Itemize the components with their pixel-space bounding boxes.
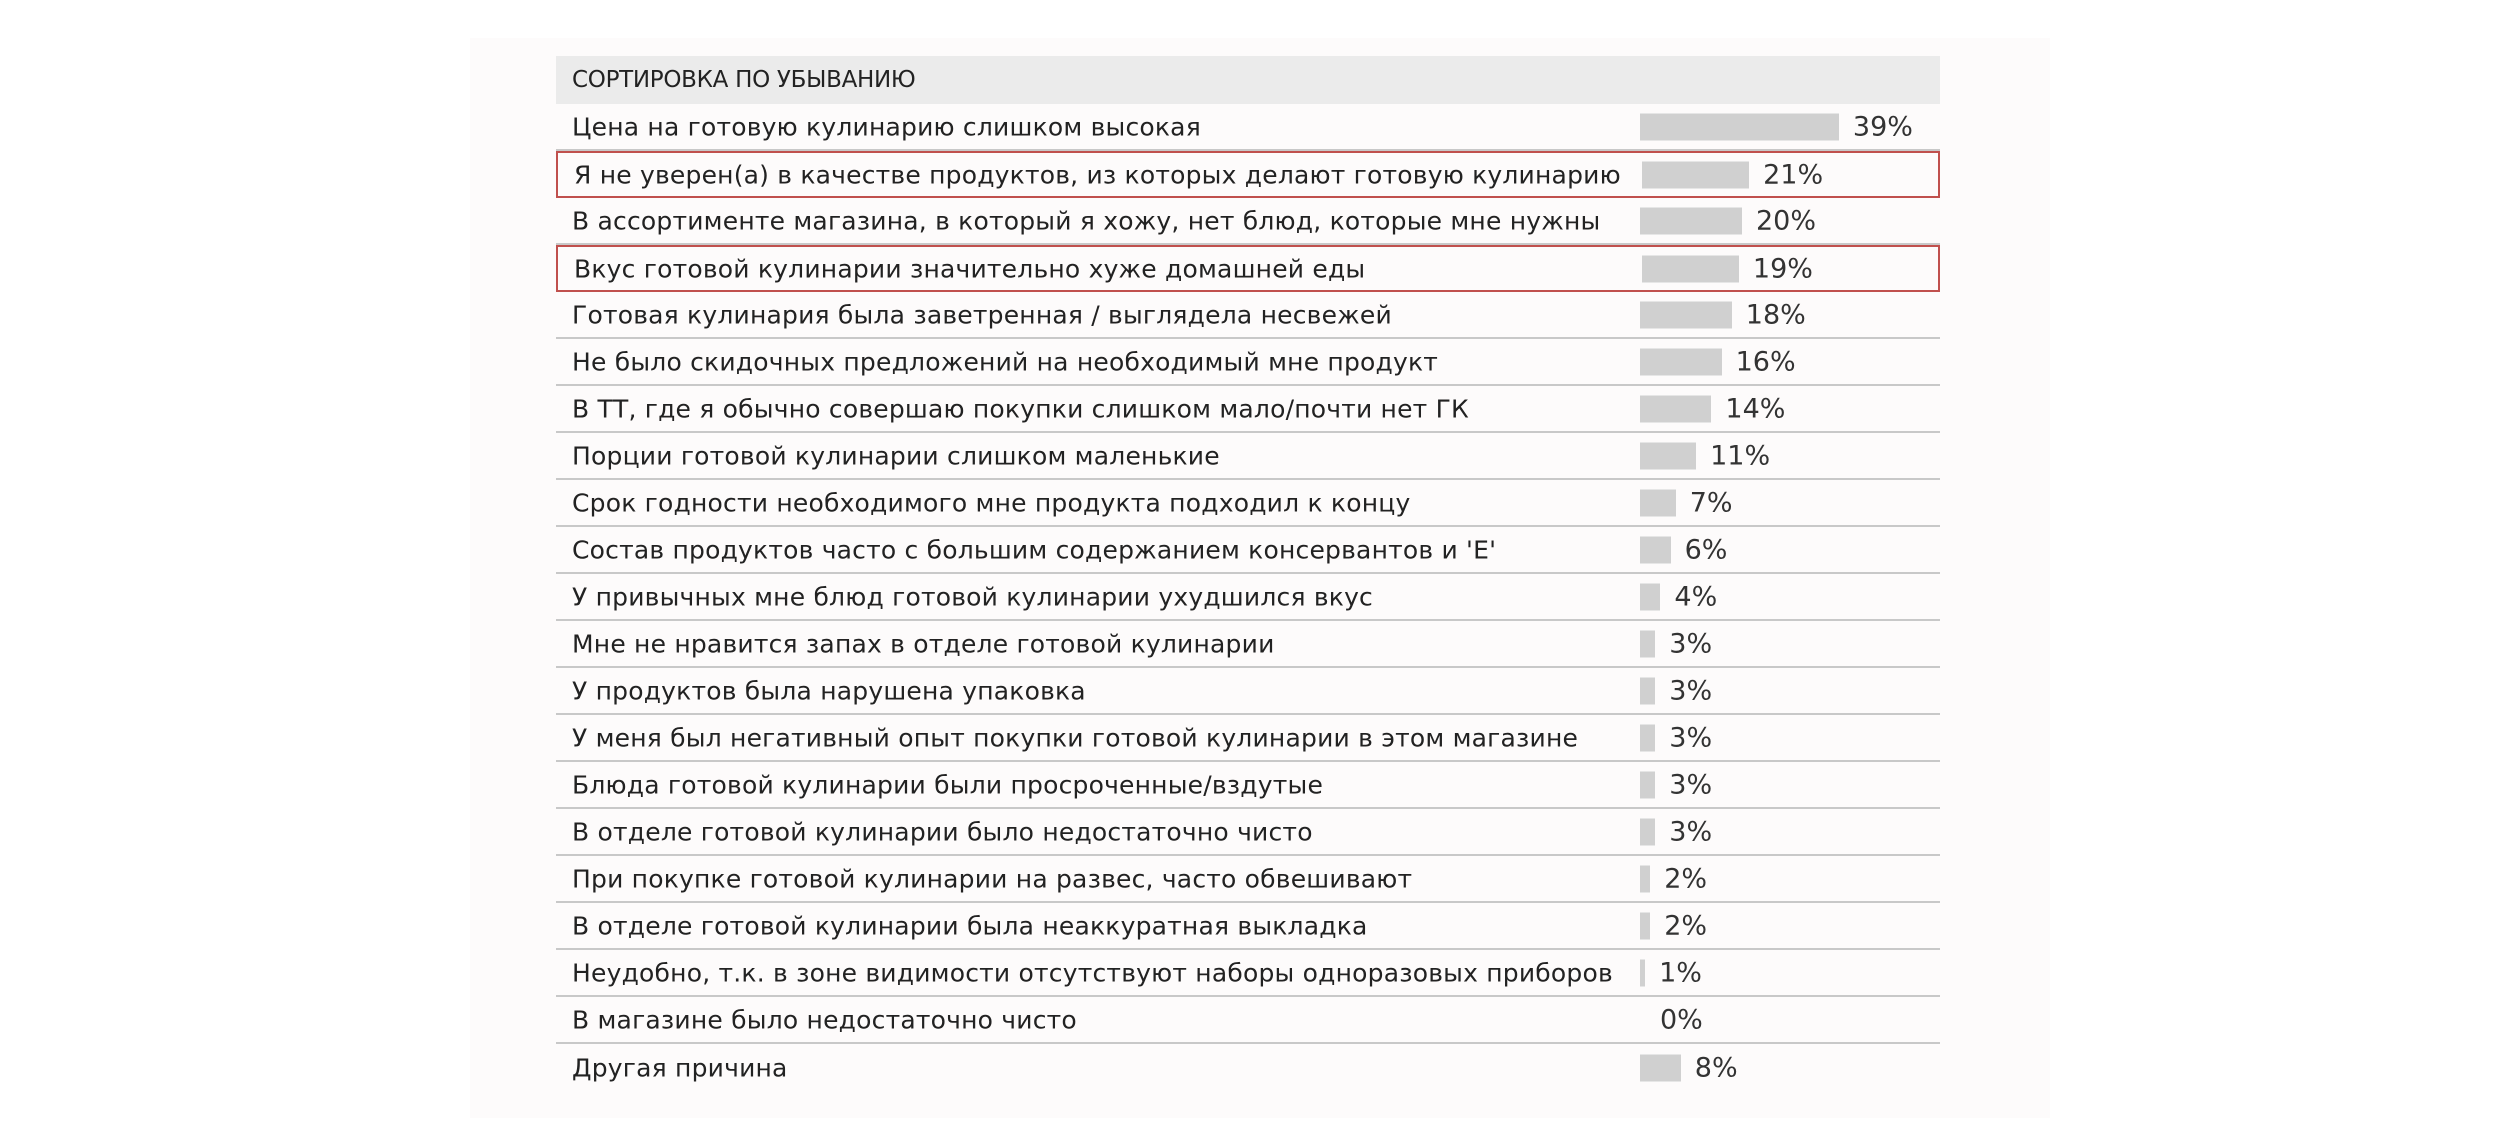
chart-rows <box>556 104 1940 1091</box>
chart-row <box>556 997 1940 1044</box>
bar <box>1640 724 1655 751</box>
category-label: Срок годности необходимого мне продукта подходил к концу <box>572 488 1411 517</box>
chart-row <box>556 104 1940 151</box>
chart-row <box>556 715 1940 762</box>
chart-row <box>556 856 1940 903</box>
chart-row <box>556 386 1940 433</box>
value-label: 0% <box>1660 1004 1703 1035</box>
sort-header <box>556 56 1940 104</box>
value-label: 8% <box>1694 1052 1738 1083</box>
bar <box>1640 677 1655 704</box>
chart-row <box>556 668 1940 715</box>
value-label: 20% <box>1756 205 1817 236</box>
value-label: 11% <box>1710 440 1771 471</box>
bar <box>1640 207 1742 234</box>
value-label: 14% <box>1725 393 1786 424</box>
category-label: Я не уверен(а) в качестве продуктов, из которых делают готовую кулинарию <box>574 160 1621 189</box>
bar <box>1640 113 1839 140</box>
bar <box>1642 161 1749 188</box>
value-label: 3% <box>1669 816 1713 847</box>
chart-row <box>556 950 1940 997</box>
category-label: В отделе готовой кулинарии была неаккуратная выкладка <box>572 911 1368 940</box>
chart-row <box>556 527 1940 574</box>
bar <box>1640 442 1696 469</box>
category-label: Вкус готовой кулинарии значительно хуже домашней еды <box>574 254 1366 283</box>
chart-row <box>556 245 1940 292</box>
category-label: В ассортименте магазина, в который я хожу, нет блюд, которые мне нужны <box>572 206 1601 235</box>
value-label: 3% <box>1669 628 1713 659</box>
category-label: В отделе готовой кулинарии было недостаточно чисто <box>572 817 1313 846</box>
bar <box>1640 865 1650 892</box>
value-label: 18% <box>1745 299 1806 330</box>
category-label: Другая причина <box>572 1053 788 1082</box>
bar <box>1640 489 1676 516</box>
category-label: Состав продуктов часто с большим содержанием консервантов и 'Е' <box>572 535 1497 564</box>
category-label: Неудобно, т.к. в зоне видимости отсутствуют наборы одноразовых приборов <box>572 958 1613 987</box>
value-label: 2% <box>1664 863 1708 894</box>
category-label: У продуктов была нарушена упаковка <box>572 676 1086 705</box>
bar <box>1640 818 1655 845</box>
value-label: 6% <box>1684 534 1728 565</box>
bar <box>1640 395 1711 422</box>
chart-row <box>556 809 1940 856</box>
chart-row <box>556 903 1940 950</box>
chart-row <box>556 574 1940 621</box>
bar <box>1640 912 1650 939</box>
chart-row <box>556 433 1940 480</box>
value-label: 39% <box>1852 111 1913 142</box>
chart-row <box>556 480 1940 527</box>
bar-chart <box>556 56 1940 1091</box>
bar <box>1640 536 1671 563</box>
value-label: 3% <box>1669 769 1713 800</box>
category-label: Не было скидочных предложений на необходимый мне продукт <box>572 347 1439 376</box>
category-label: Мне не нравится запах в отделе готовой кулинарии <box>572 629 1275 658</box>
category-label: В ТТ, где я обычно совершаю покупки слишком мало/почти нет ГК <box>572 394 1469 423</box>
bar <box>1640 301 1732 328</box>
value-label: 21% <box>1763 159 1824 190</box>
category-label: При покупке готовой кулинарии на развес, часто обвешивают <box>572 864 1413 893</box>
value-label: 4% <box>1674 581 1718 612</box>
sort-header-label: СОРТИРОВКА ПО УБЫВАНИЮ <box>572 67 916 93</box>
bar <box>1640 630 1655 657</box>
category-label: Цена на готовую кулинарию слишком высокая <box>572 112 1201 141</box>
chart-row <box>556 621 1940 668</box>
category-label: Готовая кулинария была заветренная / выглядела несвежей <box>572 300 1392 329</box>
value-label: 16% <box>1735 346 1796 377</box>
value-label: 19% <box>1752 253 1813 284</box>
category-label: В магазине было недостаточно чисто <box>572 1005 1077 1034</box>
chart-row <box>556 151 1940 198</box>
chart-row <box>556 292 1940 339</box>
bar <box>1640 1054 1681 1081</box>
value-label: 2% <box>1664 910 1708 941</box>
bar <box>1640 771 1655 798</box>
value-label: 7% <box>1689 487 1733 518</box>
bar <box>1640 583 1660 610</box>
category-label: У меня был негативный опыт покупки готовой кулинарии в этом магазине <box>572 723 1579 752</box>
chart-row <box>556 198 1940 245</box>
category-label: Блюда готовой кулинарии были просроченные/вздутые <box>572 770 1324 799</box>
category-label: Порции готовой кулинарии слишком маленькие <box>572 441 1220 470</box>
value-label: 3% <box>1669 675 1713 706</box>
bar <box>1642 255 1739 282</box>
chart-row <box>556 762 1940 809</box>
category-label: У привычных мне блюд готовой кулинарии ухудшился вкус <box>572 582 1374 611</box>
chart-row <box>556 1044 1940 1091</box>
bar <box>1640 959 1645 986</box>
value-label: 3% <box>1669 722 1713 753</box>
chart-row <box>556 339 1940 386</box>
bar <box>1640 348 1722 375</box>
value-label: 1% <box>1659 957 1702 988</box>
